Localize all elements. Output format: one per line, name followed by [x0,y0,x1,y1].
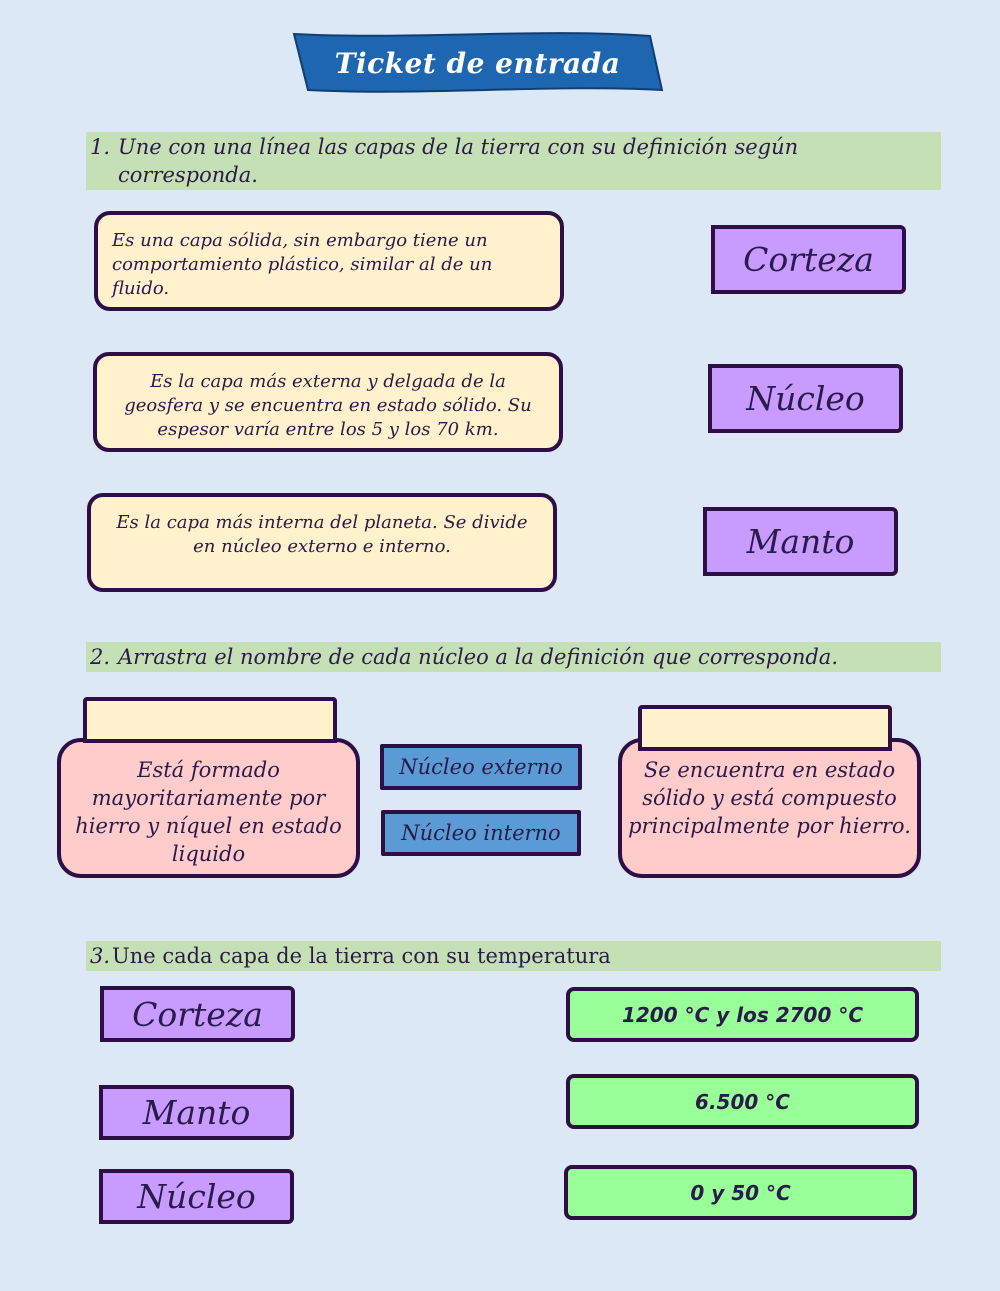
instruction-text: Arrastra el nombre de cada núcleo a la definición que corresponda. [118,645,838,669]
instruction-band-3 [86,941,941,971]
term-box-manto[interactable]: Manto [703,507,898,576]
term-box-nucleo[interactable]: Núcleo [708,364,903,433]
definition-text: Es la capa más interna del planeta. Se divide en núcleo externo e interno. [116,512,528,557]
temperature-box-3[interactable]: 0 y 50 °C [564,1165,917,1220]
definition-text: Es la capa más externa y delgada de la geosfera y se encuentra en estado sólido. Su espesor varía entre los 5 y los 70 km. [124,371,532,440]
definition-box-2[interactable] [93,352,563,452]
instruction-number: 2. [90,645,111,669]
definition-card-right [618,738,921,878]
instruction-text-continued: corresponda. [118,163,258,187]
instruction-text: Une cada capa de la tierra con su temperatura [112,944,611,968]
instruction-number: 1. [90,135,111,159]
instruction-band-1 [86,132,941,190]
instruction-band-2 [86,642,941,672]
layer-box-manto[interactable]: Manto [99,1085,294,1140]
instruction-text: Une con una línea las capas de la tierra con su definición según [118,135,799,159]
definition-text: Se encuentra en estado sólido y está compuesto principalmente por hierro. [628,758,911,838]
term-box-corteza[interactable]: Corteza [711,225,906,294]
temperature-box-2[interactable]: 6.500 °C [566,1074,919,1129]
chip-nucleo-interno[interactable]: Núcleo interno [381,810,581,856]
drop-zone-right[interactable] [638,705,892,751]
definition-text: Es una capa sólida, sin embargo tiene un comportamiento plástico, similar al de un fluido. [112,230,493,299]
title-ribbon [290,30,665,96]
definition-box-1[interactable] [94,211,564,311]
definition-text: Está formado mayoritariamente por hierro y níquel en estado liquido [75,758,342,866]
chip-nucleo-externo[interactable]: Núcleo externo [380,744,582,790]
layer-box-nucleo[interactable]: Núcleo [99,1169,294,1224]
drop-zone-left[interactable] [83,697,337,743]
instruction-number: 3. [90,944,111,968]
temperature-box-1[interactable]: 1200 °C y los 2700 °C [566,987,919,1042]
definition-card-left [57,738,360,878]
layer-box-corteza[interactable]: Corteza [100,986,295,1042]
definition-box-3[interactable] [87,493,557,592]
page-title: Ticket de entrada [334,46,621,80]
